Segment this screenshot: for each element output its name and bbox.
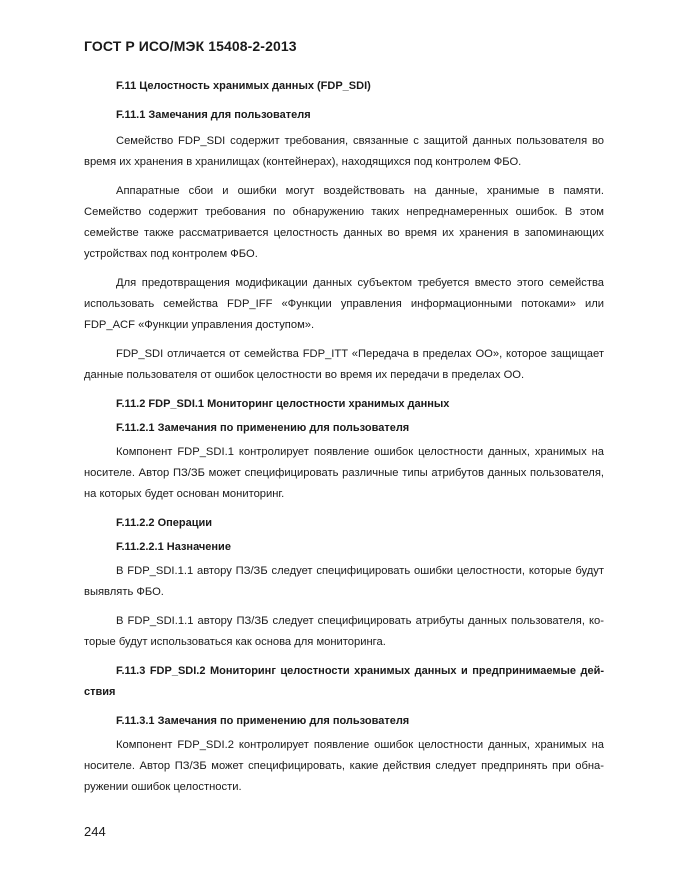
paragraph-sdi-vs-itt: FDP_SDI отличается от семейства FDP_ITT «Передача в пределах ОО», которое защищает данные пользователя от ошибок целостности во время их передачи в пределах ОО.: [84, 348, 604, 381]
standard-title: ГОСТ Р ИСО/МЭК 15408-2-2013: [84, 38, 297, 54]
heading-f11-3: F.11.3 FDP_SDI.2 Мониторинг целостности хранимых данных и предпринимаемые дей-ствия: [84, 665, 604, 698]
heading-f11: F.11 Целостность хранимых данных (FDP_SDI): [116, 80, 371, 92]
heading-f11-2-2-1: F.11.2.2.1 Назначение: [116, 541, 231, 553]
heading-f11-2: F.11.2 FDP_SDI.1 Мониторинг целостности хранимых данных: [116, 398, 450, 410]
paragraph-sdi1-attributes: В FDP_SDI.1.1 автору ПЗ/ЗБ следует специфицировать атрибуты данных пользователя, ко-торые будут использоваться как основа для мониторинга.: [84, 615, 604, 648]
document-body: [84, 76, 604, 798]
heading-f11-2-2: F.11.2.2 Операции: [116, 517, 213, 529]
heading-f11-3-1: F.11.3.1 Замечания по применению для пользователя: [116, 715, 410, 727]
paragraph-prevent-modification: Для предотвращения модификации данных субъектом требуется вместо этого семейства использовать семейства FDP_IFF «Функции управления информационными потоками» или FDP_ACF «Функции управления доступом».: [84, 277, 604, 331]
paragraph-sdi2-component: Компонент FDP_SDI.2 контролирует появление ошибок целостности данных, хранимых на носителе. Автор ПЗ/ЗБ может специфицировать, какие действия следует предпринять при обна-ружении ошибок целостности.: [84, 739, 604, 793]
paragraph-sdi1-errors: В FDP_SDI.1.1 автору ПЗ/ЗБ следует специфицировать ошибки целостности, которые будут выявлять ФБО.: [84, 565, 604, 598]
heading-f11-1: F.11.1 Замечания для пользователя: [116, 109, 311, 121]
page-number: 244: [84, 824, 106, 839]
paragraph-sdi-family: Семейство FDP_SDI содержит требования, связанные с защитой данных пользователя во время их хранения в хранилищах (контейнерах), находящихся под контролем ФБО.: [84, 135, 604, 168]
paragraph-hardware-errors: Аппаратные сбои и ошибки могут воздействовать на данные, хранимые в памяти. Семейство содержит требования по обнаружению таких непреднамеренных ошибок. В этом семействе также рассматривается целостность данных во время их хранения в запоминающих устройствах под контролем ФБО.: [84, 185, 604, 260]
heading-f11-2-1: F.11.2.1 Замечания по применению для пользователя: [116, 422, 410, 434]
paragraph-sdi1-component: Компонент FDP_SDI.1 контролирует появление ошибок целостности данных, хранимых на носителе. Автор ПЗ/ЗБ может специфицировать различные типы атрибутов данных пользователя, на которых будет основан мониторинг.: [84, 446, 604, 500]
